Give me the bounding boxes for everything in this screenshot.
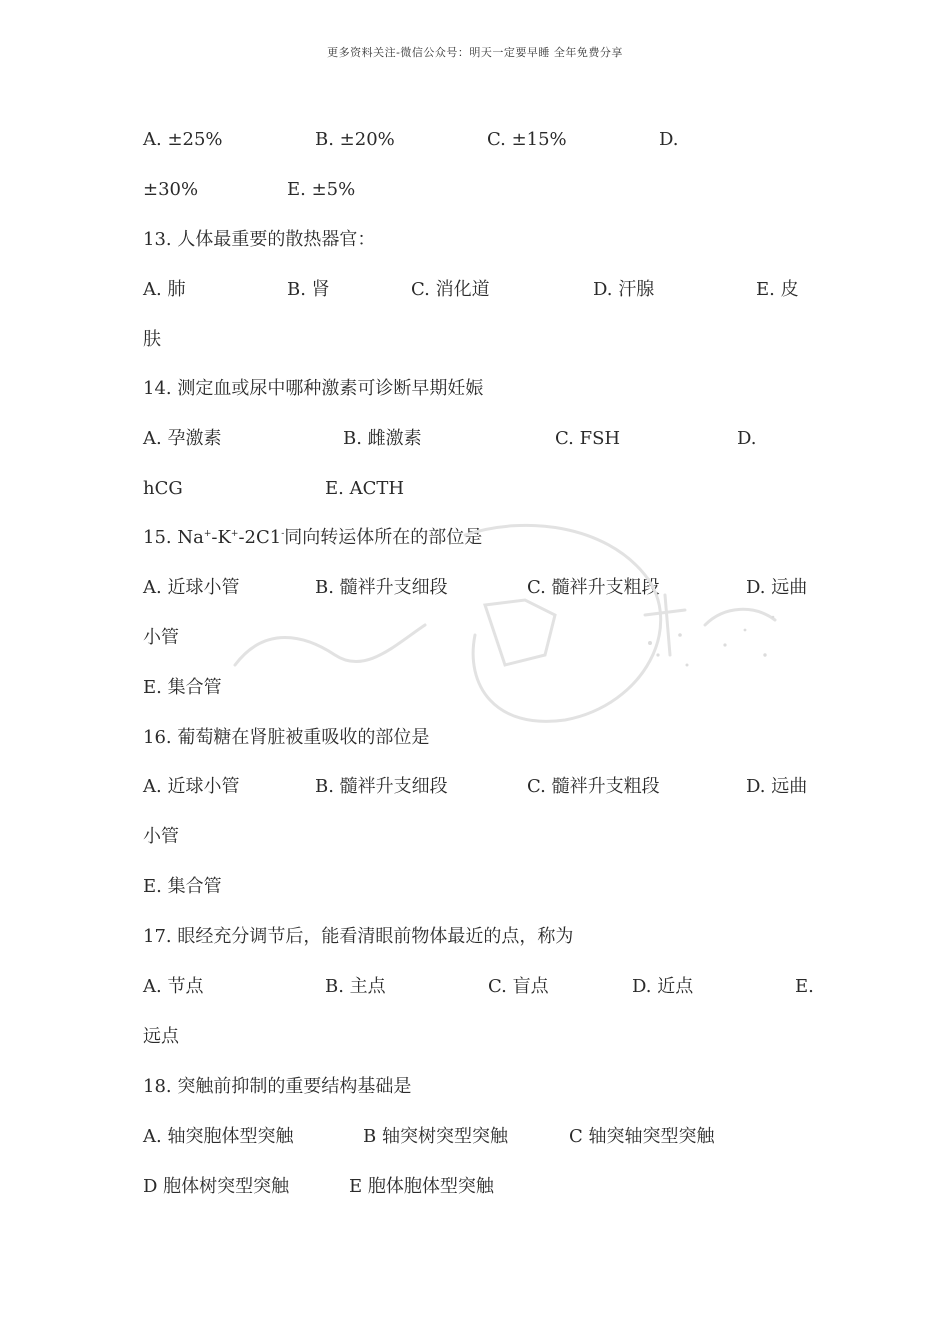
q14-option-d-value: hCG	[143, 478, 183, 499]
q15-stem-part: 同向转运体所在的部位是	[284, 527, 483, 548]
q18-option-d: D 胞体树突型突触	[143, 1176, 290, 1197]
q12-option-d-value: ±30%	[143, 179, 199, 200]
q15-stem-part: -K	[211, 527, 231, 548]
q17-option-d: D. 近点	[632, 976, 694, 997]
q15-sup: -	[281, 529, 285, 539]
q16-option-d-cont: 小管	[143, 826, 179, 847]
q18-option-c: C 轴突轴突型突触	[569, 1126, 715, 1147]
q14-option-b: B. 雌激素	[343, 428, 422, 449]
q16-option-a: A. 近球小管	[143, 776, 240, 797]
q18-option-e: E 胞体胞体型突触	[349, 1176, 494, 1197]
q13-option-c: C. 消化道	[411, 279, 490, 300]
q17-option-e: E.	[795, 976, 814, 997]
q15-option-e: E. 集合管	[143, 677, 222, 698]
q13-stem: 13. 人体最重要的散热器官：	[143, 229, 376, 250]
q14-option-a: A. 孕激素	[143, 428, 222, 449]
q13-option-e-cont: 肤	[143, 329, 161, 350]
q15-stem	[143, 526, 482, 550]
q16-option-e: E. 集合管	[143, 876, 222, 897]
q15-option-c: C. 髓袢升支粗段	[527, 577, 660, 598]
q13-option-d: D. 汗腺	[593, 279, 655, 300]
q15-option-b: B. 髓袢升支细段	[315, 577, 448, 598]
q12-option-d: D.	[659, 129, 679, 150]
q17-stem: 17. 眼经充分调节后，能看清眼前物体最近的点，称为	[143, 926, 574, 947]
q17-option-b: B. 主点	[325, 976, 386, 997]
q15-sup: +	[230, 529, 239, 539]
q13-option-e: E. 皮	[756, 279, 799, 300]
q16-option-c: C. 髓袢升支粗段	[527, 776, 660, 797]
q16-stem: 16. 葡萄糖在肾脏被重吸收的部位是	[143, 727, 430, 748]
q18-option-b: B 轴突树突型突触	[363, 1126, 508, 1147]
q17-option-e-cont: 远点	[143, 1026, 179, 1047]
q13-option-b: B. 肾	[287, 279, 330, 300]
q15-option-d-cont: 小管	[143, 627, 179, 648]
q15-stem-part: -2C1	[238, 527, 282, 548]
q14-option-d: D.	[737, 428, 757, 449]
q18-option-a: A. 轴突胞体型突触	[143, 1126, 294, 1147]
q15-option-a: A. 近球小管	[143, 577, 240, 598]
q18-stem: 18. 突触前抑制的重要结构基础是	[143, 1076, 412, 1097]
q14-option-e: E. ACTH	[325, 478, 405, 499]
q17-option-c: C. 盲点	[488, 976, 549, 997]
q15-stem-part: 15. Na	[143, 527, 204, 548]
q12-option-a: A. ±25%	[143, 129, 223, 150]
q15-option-d: D. 远曲	[746, 577, 808, 598]
q13-option-a: A. 肺	[143, 279, 186, 300]
q12-option-b: B. ±20%	[315, 129, 395, 150]
q17-option-a: A. 节点	[143, 976, 204, 997]
q14-option-c: C. FSH	[555, 428, 621, 449]
page-header-note: 更多资料关注-微信公众号：明天一定要早睡 全年免费分享	[327, 46, 623, 59]
q12-option-e: E. ±5%	[287, 179, 356, 200]
q16-option-d: D. 远曲	[746, 776, 808, 797]
q14-stem: 14. 测定血或尿中哪种激素可诊断早期妊娠	[143, 378, 484, 399]
q15-sup: +	[203, 529, 212, 539]
q16-option-b: B. 髓袢升支细段	[315, 776, 448, 797]
q12-option-c: C. ±15%	[487, 129, 567, 150]
